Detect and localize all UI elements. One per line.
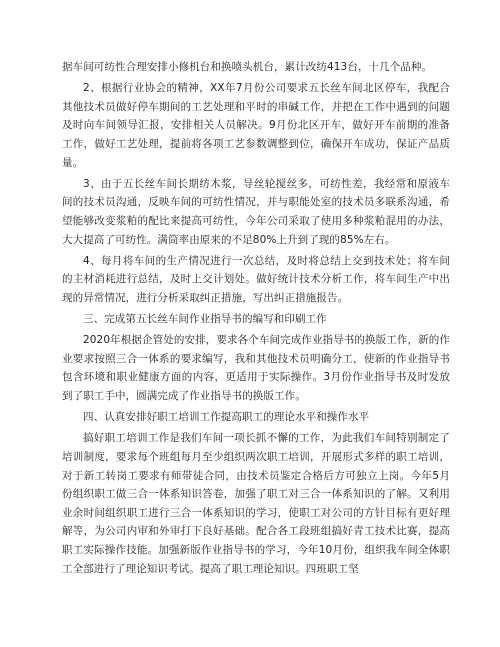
paragraph-training: 搞好职工培训工作是我们车间一项长抓不懈的工作，为此我们车间特别制定了培训制度，要求每个班组每月至少组织两次职工培训，开展形式多样的职工培训，对于新工转岗工要求有师带徒合同，由技术员鉴定合格后方可独立上岗。今年5月份组织职工做三合一体系知识答卷，加强了职工对三合一体系知识的了解。又利用业余时间组织职工进行三合一体系知识的学习，使职工对公司的方针目标有更好理解等，为公司内审和外审打下良好基础。配合各工段班组搞好青工技术比赛，提高职工实际操作技能。加强新版作业指导书的学习，今年10月份，组织我车间全体职工全部进行了理论知识考试。提高了职工理论知识。四班职工坚 <box>62 432 450 575</box>
paragraph-item-3: 3、由于五长丝车间长期纺木浆，导丝轮搅丝多，可纺性差，我经常和原液车间的技术员沟通，反映车间的可纺性情况，并与职能处室的技术员多联系沟通，希望能够改变浆粕的配比来提高可纺性，今年公司采取了使用多种浆粕混用的办法，大大提高了可纺性。满筒率由原来的不足80%上升到了现的85%左右。 <box>62 177 450 246</box>
paragraph-item-2: 2、根据行业协会的精神，XX年7月份公司要求五长丝车间北区停车，我配合其他技术员做好停车期间的工艺处理和平时的串碱工作，并把在工作中遇到的问题及时向车间领导汇报，安排相关人员解决。9月份北区开车，做好开车前期的准备工作，做好工艺处理，提前将各项工艺参数调整到位，确保开车成功，保证产品质量。 <box>62 82 450 169</box>
section-heading-4: 四、认真安排好职工培训工作提高职工的理论水平和操作水平 <box>83 411 370 424</box>
section-heading-3: 三、完成第五长丝车间作业指导书的编写和印刷工作 <box>83 313 327 326</box>
paragraph-continuation: 据车间可纺性合理安排小修机台和换喷头机台，累计改纺413台，十几个品种。 <box>62 61 433 73</box>
document-body <box>62 58 450 581</box>
paragraph-work-instructions: 2020年根据企管处的安排，要求各个车间完成作业指导书的换版工作，新的作业要求按照三合一体系的要求编写，我和其他技术员明确分工，使新的作业指导书包含环境和职业健康方面的内容，更适用于实际操作。3月份作业指导书及时发放到了职工手中，圆满完成了作业指导书的换版工作。 <box>62 334 450 403</box>
paragraph-item-4: 4、每月将车间的生产情况进行一次总结，及时将总结上交到技术处；将车间的主材消耗进行总结，及时上交计划处。做好统计技术分析工作，将车间生产中出现的异常情况，进行分析采取纠正措施，写出纠正措施报告。 <box>62 254 450 304</box>
